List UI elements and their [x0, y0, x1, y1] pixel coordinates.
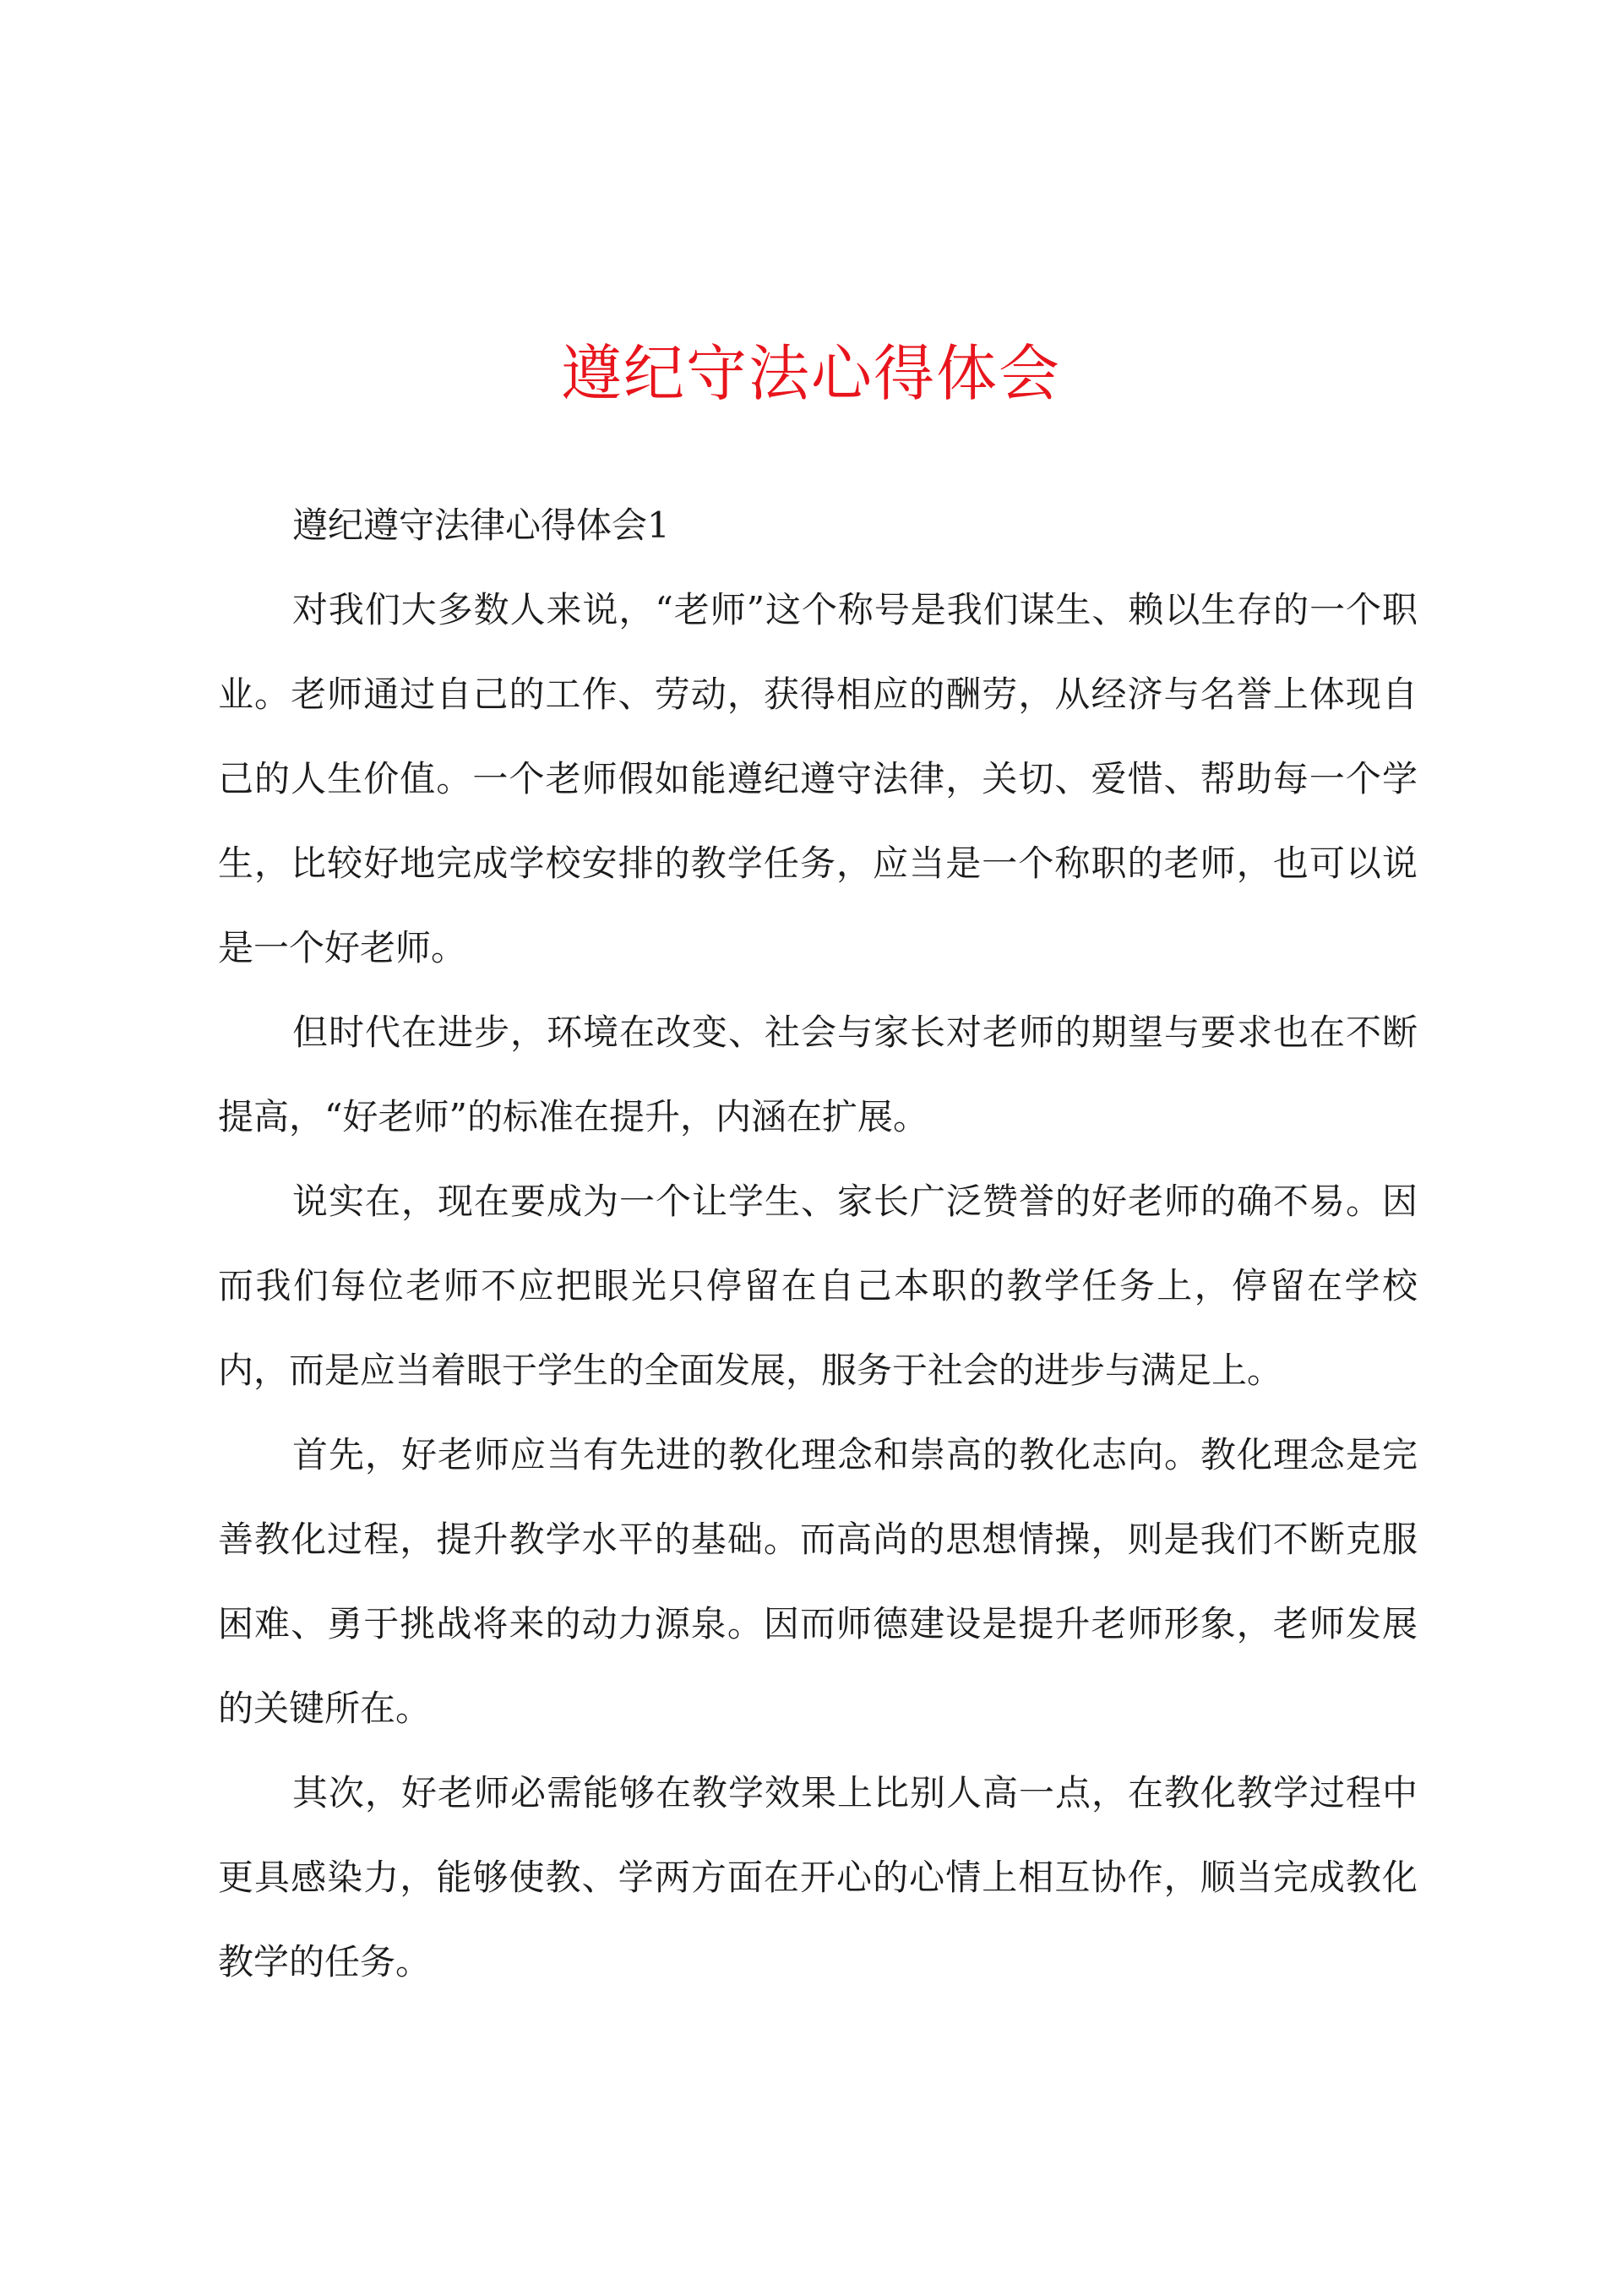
body-paragraph: 首先，好老师应当有先进的教化理念和崇高的教化志向。教化理念是完善教化过程，提升教学水平的基础。而高尚的思想情操，则是我们不断克服困难、勇于挑战将来的动力源泉。因而师德建设是提升老师形象，老师发展的关键所在。: [218, 1434, 1418, 1729]
body-paragraph: 对我们大多数人来说，“老师”这个称号是我们谋生、赖以生存的一个职业。老师通过自己的工作、劳动，获得相应的酬劳，从经济与名誉上体现自己的人生价值。一个老师假如能遵纪遵守法律，关切、爱惜、帮助每一个学生，比较好地完成学校安排的教学任务，应当是一个称职的老师，也可以说是一个好老师。: [218, 589, 1418, 968]
body-paragraph: 但时代在进步，环境在改变、社会与家长对老师的期望与要求也在不断提高，“好老师”的标准在提升，内涵在扩展。: [218, 1012, 1418, 1137]
document-title: 遵纪守法心得体会: [560, 338, 1061, 409]
document-body: [218, 483, 1418, 2004]
section-heading: 遵纪遵守法律心得体会1: [292, 504, 670, 546]
body-paragraph: 说实在，现在要成为一个让学生、家长广泛赞誉的好老师的确不易。因而我们每位老师不应把眼光只停留在自己本职的教学任务上，停留在学校内，而是应当着眼于学生的全面发展，服务于社会的进步与满足上。: [218, 1181, 1418, 1391]
body-paragraph: 其次，好老师必需能够在教学效果上比别人高一点，在教化教学过程中更具感染力，能够使教、学两方面在开心的心情上相互协作，顺当完成教化教学的任务。: [218, 1772, 1418, 1982]
